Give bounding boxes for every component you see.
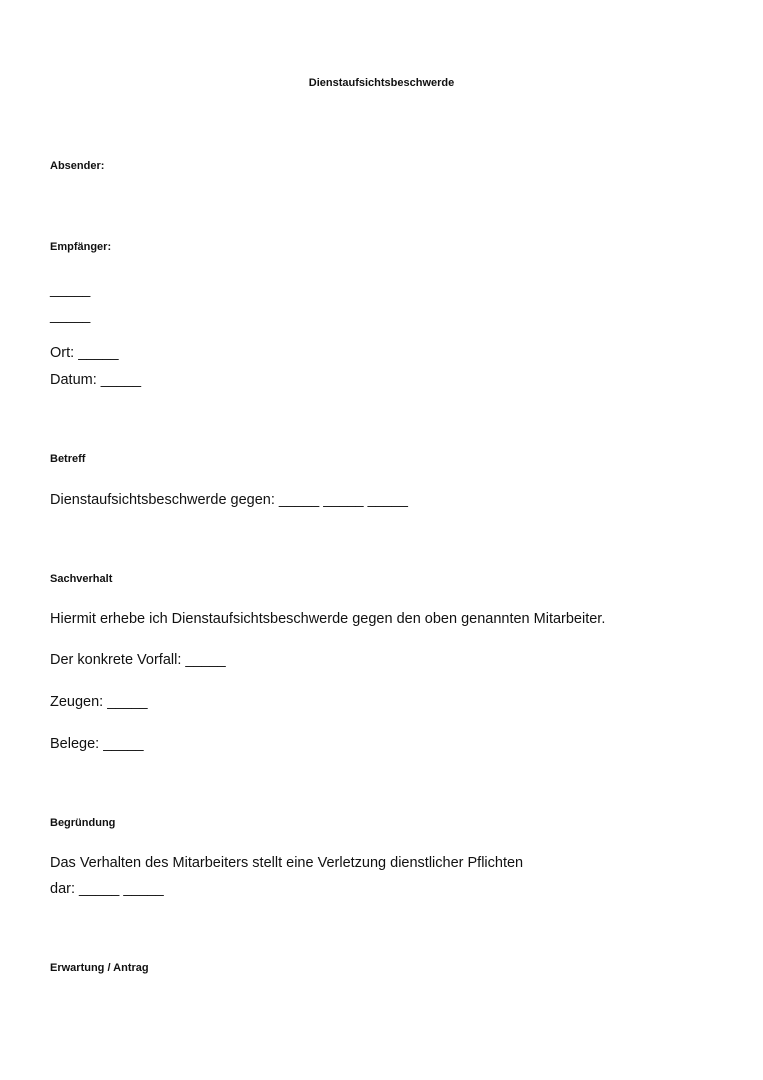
witnesses-line: Zeugen: _____ — [50, 694, 148, 710]
date-line: Datum: _____ — [50, 372, 142, 388]
request-heading: Erwartung / Antrag — [50, 962, 149, 974]
subject-heading: Betreff — [50, 453, 86, 465]
subject-text: Dienstaufsichtsbeschwerde gegen: _____ _____ _____ — [50, 492, 408, 508]
evidence-line: Belege: _____ — [50, 736, 144, 752]
recipient-line-2: _____ — [50, 308, 91, 324]
sender-heading: Absender: — [50, 160, 105, 172]
reasoning-line-1: Das Verhalten des Mitarbeiters stellt eine Verletzung dienstlicher Pflichten — [50, 855, 524, 871]
facts-heading: Sachverhalt — [50, 573, 113, 585]
facts-intro: Hiermit erhebe ich Dienstaufsichtsbeschwerde gegen den oben genannten Mitarbeiter. — [50, 611, 606, 627]
reasoning-line-2: dar: _____ _____ — [50, 881, 164, 897]
document-title: Dienstaufsichtsbeschwerde — [308, 77, 455, 89]
recipient-heading: Empfänger: — [50, 241, 112, 253]
reasoning-heading: Begründung — [50, 817, 116, 829]
place-line: Ort: _____ — [50, 345, 119, 361]
recipient-line-1: _____ — [50, 282, 91, 298]
incident-line: Der konkrete Vorfall: _____ — [50, 652, 226, 668]
